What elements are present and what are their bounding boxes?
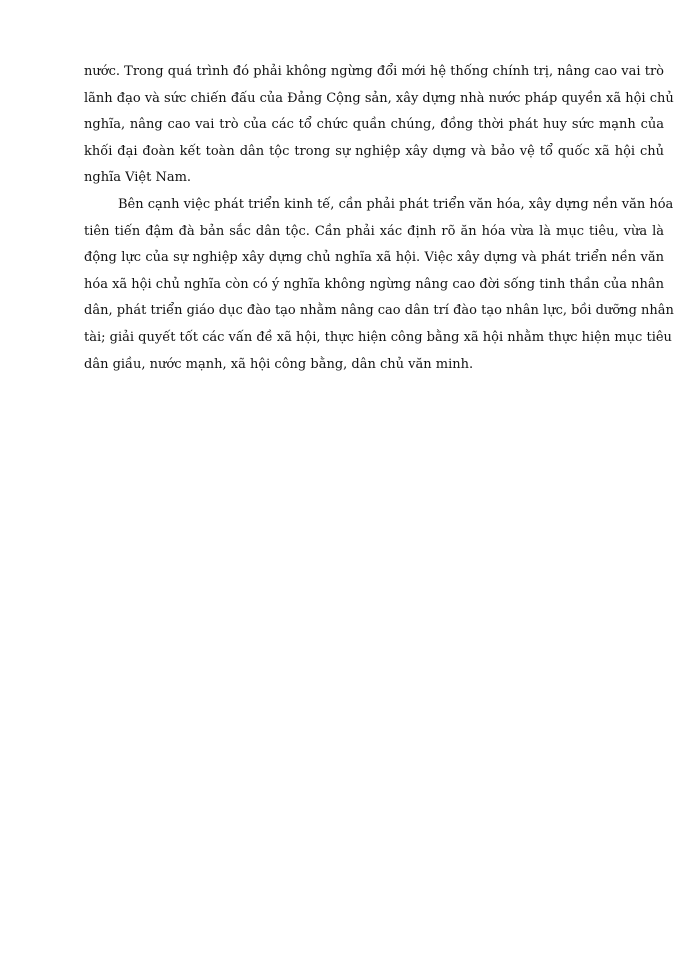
text-line: động lực của sự nghiệp xây dựng chủ nghĩa xã hội. Việc xây dựng và phát triển nền văn — [84, 250, 664, 266]
text-line: dân giầu, nước mạnh, xã hội công bằng, dân chủ văn minh. — [84, 356, 474, 372]
text-line: nghĩa, nâng cao vai trò của các tổ chức quần chúng, đồng thời phát huy sức mạnh của — [84, 117, 664, 133]
text-line: nước. Trong quá trình đó phải không ngừng đổi mới hệ thống chính trị, nâng cao vai trò — [84, 64, 664, 79]
text-line: dân, phát triển giáo dục đào tạo nhằm nâng cao dân trí đào tạo nhân lực, bồi dưỡng nhân — [84, 303, 674, 319]
text-line: khối đại đoàn kết toàn dân tộc trong sự nghiệp xây dựng và bảo vệ tổ quốc xã hội chủ — [84, 143, 664, 159]
body-text — [84, 59, 674, 378]
text-line: tài; giải quyết tốt các vấn đề xã hội, thực hiện công bằng xã hội nhằm thực hiện mục tiêu — [84, 329, 672, 345]
text-line: lãnh đạo và sức chiến đấu của Đảng Cộng sản, xây dựng nhà nước pháp quyền xã hội chủ — [84, 90, 674, 106]
paragraph-2 — [84, 192, 674, 378]
paragraph-1 — [84, 59, 674, 192]
text-line: nghĩa Việt Nam. — [84, 170, 192, 186]
text-line: hóa xã hội chủ nghĩa còn có ý nghĩa không ngừng nâng cao đời sống tinh thần của nhân — [84, 276, 664, 292]
text-line: Bên cạnh việc phát triển kinh tế, cần phải phát triển văn hóa, xây dựng nền văn hóa — [118, 196, 674, 212]
text-line: tiên tiến đậm đà bản sắc dân tộc. Cần phải xác định rõ ăn hóa vừa là mục tiêu, vừa là — [84, 223, 664, 239]
